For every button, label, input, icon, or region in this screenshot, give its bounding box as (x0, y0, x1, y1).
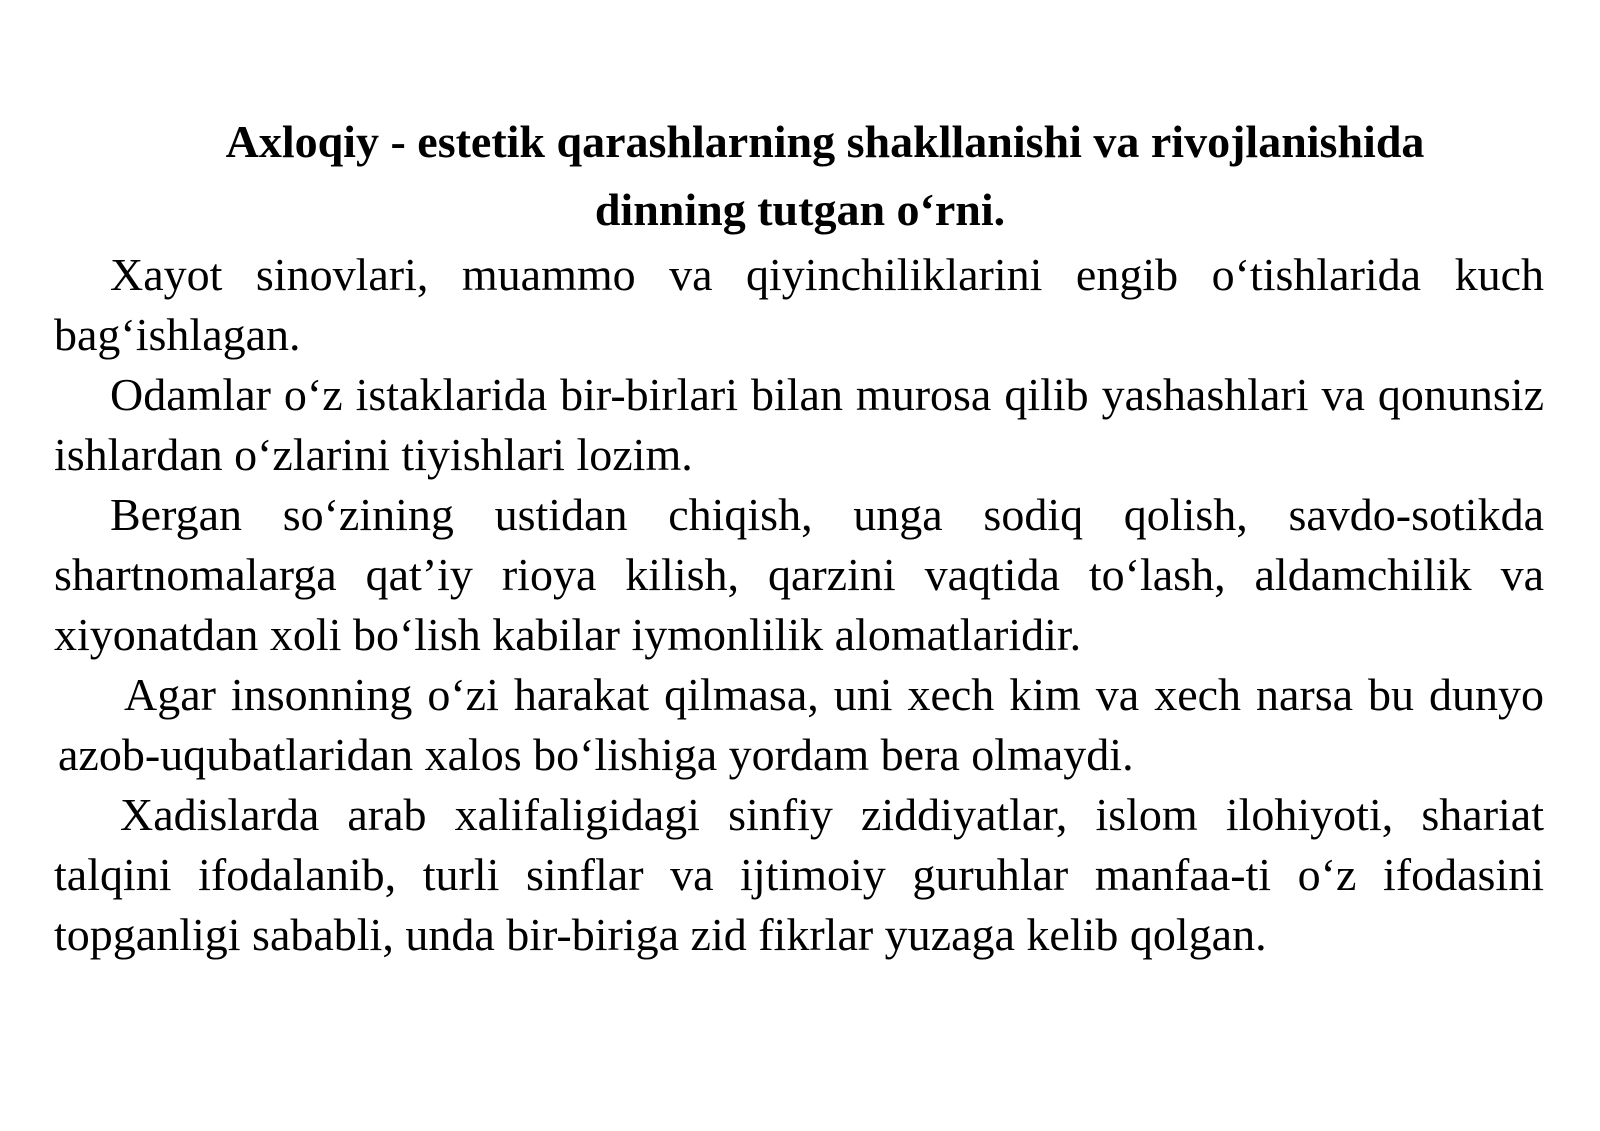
paragraph-1: Xayot sinovlari, muammo va qiyinchiliklarini engib o‘tishlarida kuch bag‘ishlagan. (54, 249, 1544, 360)
paragraph-5: Xadislarda arab xalifaligidagi sinfiy ziddiyatlar, islom ilohiyoti, shariat talqini ifodalanib, turli sinflar va ijtimoiy guruhlar manfaa-ti o‘z ifodasini topganligi sababli, unda bir-biriga zid fikrlar yuzaga kelib qolgan. (54, 789, 1544, 960)
paragraph-2: Odamlar o‘z istaklarida bir-birlari bilan murosa qilib yashashlari va qonunsiz ishlardan o‘zlarini tiyishlari lozim. (54, 369, 1544, 480)
title-line-1: Axloqiy - estetik qarashlarning shakllanishi va rivojlanishida (225, 116, 1425, 167)
paragraph-3: Bergan so‘zining ustidan chiqish, unga sodiq qolish, savdo-sotikda shartnomalarga qat’iy rioya kilish, qarzini vaqtida to‘lash, aldamchilik va xiyonatdan xoli bo‘lish kabilar iymonlilik alomatlaridir. (54, 489, 1544, 660)
paragraph-4: Agar insonning o‘zi harakat qilmasa, uni xech kim va xech narsa bu dunyo azob-uqubatlaridan xalos bo‘lishiga yordam bera olmaydi. (58, 669, 1544, 780)
document-body (54, 245, 1544, 965)
title-line-2: dinning tutgan o‘rni. (594, 184, 1006, 235)
page-title (0, 108, 1600, 244)
